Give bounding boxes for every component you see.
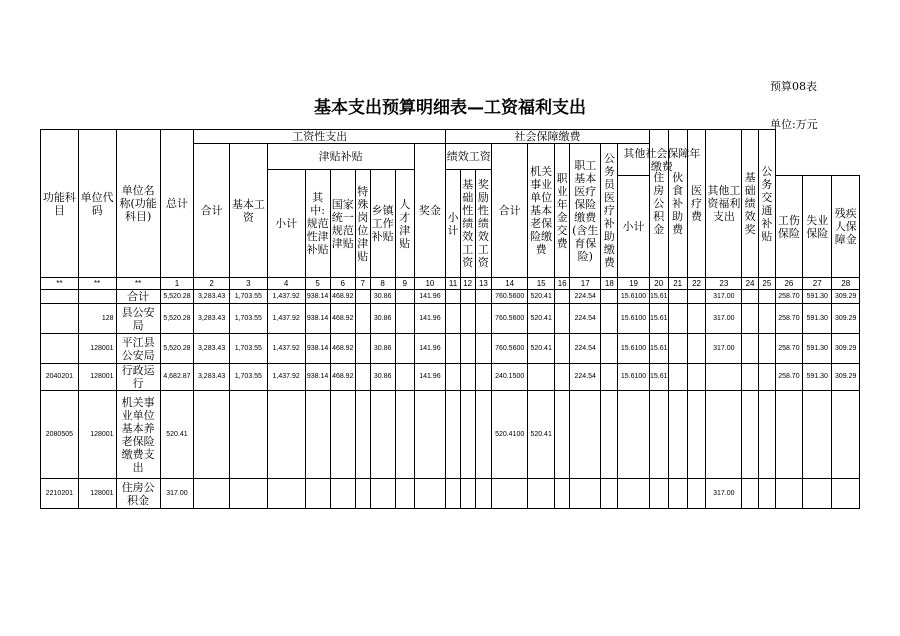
table-row	[41, 290, 860, 304]
value-cell: 309.29	[832, 364, 860, 391]
value-cell: 15.6100	[618, 364, 650, 391]
header-other-social: 其他社会保障年缴费	[618, 144, 706, 176]
header-total: 总计	[160, 130, 194, 278]
value-cell: 224.54	[569, 364, 600, 391]
unit-code-cell: 128001	[78, 334, 116, 364]
value-cell	[706, 364, 742, 391]
value-cell	[687, 479, 706, 509]
value-cell	[569, 479, 600, 509]
value-cell: 1,437.92	[267, 304, 305, 334]
value-cell: 5,520.28	[160, 290, 194, 304]
header-perf: 绩效工资	[446, 144, 492, 170]
index-cell: 16	[555, 278, 570, 290]
value-cell: 468.92	[330, 304, 355, 334]
value-cell	[758, 290, 775, 304]
value-cell: 15.61	[649, 334, 668, 364]
value-cell: 520.41	[528, 304, 555, 334]
value-cell: 1,437.92	[267, 364, 305, 391]
value-cell: 240.1500	[492, 364, 528, 391]
table-row	[41, 304, 860, 334]
value-cell	[460, 364, 475, 391]
value-cell	[446, 479, 461, 509]
index-cell: **	[78, 278, 116, 290]
value-cell	[687, 334, 706, 364]
value-cell	[687, 304, 706, 334]
value-cell	[555, 304, 570, 334]
index-cell: 17	[569, 278, 600, 290]
header-allow-unified: 国家统一规范津贴	[330, 170, 355, 278]
value-cell	[395, 290, 414, 304]
index-cell: **	[41, 278, 79, 290]
value-cell	[742, 334, 759, 364]
value-cell	[395, 364, 414, 391]
index-cell: 12	[460, 278, 475, 290]
index-cell: 28	[832, 278, 860, 290]
value-cell	[555, 290, 570, 304]
unit-code-cell: 128001	[78, 364, 116, 391]
value-cell: 591.30	[803, 334, 832, 364]
header-other-welfare: 其他工资福利支出	[706, 130, 742, 278]
header-allowance: 津贴补贴	[267, 144, 414, 170]
value-cell: 30.86	[370, 334, 395, 364]
value-cell	[649, 479, 668, 509]
header-meal: 伙食补助费	[668, 130, 687, 278]
table-row	[41, 364, 860, 391]
index-cell: 24	[742, 278, 759, 290]
value-cell: 141.96	[414, 290, 446, 304]
header-annuity: 职业年金交费	[555, 144, 570, 278]
value-cell: 30.86	[370, 290, 395, 304]
value-cell	[758, 334, 775, 364]
value-cell: 4,682.87	[160, 364, 194, 391]
index-cell: 7	[355, 278, 370, 290]
value-cell: 760.5600	[492, 290, 528, 304]
value-cell	[475, 304, 492, 334]
header-housing: 住房公积金	[649, 130, 668, 278]
value-cell	[446, 391, 461, 479]
value-cell: 468.92	[330, 364, 355, 391]
index-cell: 18	[601, 278, 618, 290]
header-unit-code: 单位代码	[78, 130, 116, 278]
value-cell: 309.29	[832, 304, 860, 334]
value-cell	[355, 334, 370, 364]
value-cell	[687, 391, 706, 479]
value-cell	[775, 391, 802, 479]
index-cell: 26	[775, 278, 802, 290]
index-cell: 14	[492, 278, 528, 290]
table-row	[41, 334, 860, 364]
index-cell: 23	[706, 278, 742, 290]
index-cell: 22	[687, 278, 706, 290]
index-cell: 15	[528, 278, 555, 290]
value-cell: 520.41	[528, 290, 555, 304]
value-cell	[832, 391, 860, 479]
value-cell: 317.00	[706, 304, 742, 334]
value-cell	[668, 479, 687, 509]
header-func: 功能科目	[41, 130, 79, 278]
value-cell	[475, 479, 492, 509]
value-cell	[803, 391, 832, 479]
value-cell	[460, 290, 475, 304]
value-cell: 15.6100	[618, 290, 650, 304]
header-base-perf: 基础绩效奖	[742, 130, 759, 278]
value-cell: 3,283.43	[194, 364, 230, 391]
value-cell	[355, 290, 370, 304]
value-cell	[742, 290, 759, 304]
index-cell: 20	[649, 278, 668, 290]
value-cell: 468.92	[330, 290, 355, 304]
index-cell: 11	[446, 278, 461, 290]
header-transport: 公务交通补贴	[758, 130, 775, 278]
value-cell	[492, 479, 528, 509]
value-cell	[370, 479, 395, 509]
value-cell	[395, 479, 414, 509]
value-cell	[395, 304, 414, 334]
index-cell: 1	[160, 278, 194, 290]
value-cell: 1,703.55	[229, 364, 267, 391]
index-cell: 2	[194, 278, 230, 290]
value-cell	[229, 391, 267, 479]
value-cell: 1,437.92	[267, 334, 305, 364]
header-social-total: 合计	[492, 144, 528, 278]
value-cell: 224.54	[569, 334, 600, 364]
value-cell	[687, 364, 706, 391]
index-cell: 25	[758, 278, 775, 290]
header-perf-basic: 基础性绩效工资	[460, 170, 475, 278]
unit-name-cell: 合计	[116, 290, 160, 304]
header-social: 社会保障缴费	[446, 130, 650, 144]
value-cell	[460, 334, 475, 364]
value-cell: 938.14	[305, 304, 330, 334]
value-cell	[742, 364, 759, 391]
header-medfee: 医疗费	[687, 130, 706, 278]
header-injury: 工伤保险	[775, 176, 802, 278]
value-cell	[555, 334, 570, 364]
unit-name-cell: 行政运行	[116, 364, 160, 391]
value-cell	[267, 479, 305, 509]
func-code-cell: 2080505	[41, 391, 79, 479]
index-cell: 21	[668, 278, 687, 290]
func-code-cell: 2210201	[41, 479, 79, 509]
header-perf-sub: 小计	[446, 170, 461, 278]
header-wage-total: 合计	[194, 144, 230, 278]
header-unemploy: 失业保险	[803, 176, 832, 278]
header-other-sub: 小计	[618, 176, 650, 278]
value-cell: 1,437.92	[267, 290, 305, 304]
value-cell	[355, 304, 370, 334]
header-basic-wage: 基本工资	[229, 144, 267, 278]
value-cell: 15.6100	[618, 304, 650, 334]
value-cell: 591.30	[803, 290, 832, 304]
value-cell	[528, 364, 555, 391]
value-cell: 1,703.55	[229, 334, 267, 364]
header-bonus: 奖金	[414, 144, 446, 278]
value-cell: 520.41	[160, 391, 194, 479]
value-cell: 760.5600	[492, 334, 528, 364]
value-cell	[355, 479, 370, 509]
value-cell: 141.96	[414, 304, 446, 334]
index-cell: 3	[229, 278, 267, 290]
value-cell: 3,283.43	[194, 290, 230, 304]
value-cell	[601, 290, 618, 304]
value-cell	[194, 391, 230, 479]
value-cell: 15.61	[649, 290, 668, 304]
unit-label: 单位:万元	[770, 118, 818, 131]
budget-table	[40, 129, 860, 509]
value-cell: 1,703.55	[229, 304, 267, 334]
value-cell: 141.96	[414, 364, 446, 391]
header-allow-sub: 小计	[267, 170, 305, 278]
value-cell	[555, 479, 570, 509]
header-pension: 机关事业单位基本老保险缴费	[528, 144, 555, 278]
index-cell: 10	[414, 278, 446, 290]
value-cell	[758, 391, 775, 479]
header-disabled: 残疾人保障金	[832, 176, 860, 278]
value-cell: 317.00	[160, 479, 194, 509]
value-cell: 317.00	[706, 290, 742, 304]
value-cell	[758, 479, 775, 509]
index-cell: 8	[370, 278, 395, 290]
func-code-cell: 2040201	[41, 364, 79, 391]
page-title: 基本支出预算明细表—工资福利支出	[314, 98, 586, 118]
unit-name-cell: 县公安局	[116, 304, 160, 334]
value-cell: 520.4100	[492, 391, 528, 479]
value-cell: 224.54	[569, 290, 600, 304]
unit-code-cell: 128001	[78, 479, 116, 509]
value-cell	[460, 479, 475, 509]
func-code-cell	[41, 304, 79, 334]
value-cell	[475, 364, 492, 391]
value-cell: 309.29	[832, 334, 860, 364]
value-cell: 520.41	[528, 391, 555, 479]
value-cell: 30.86	[370, 304, 395, 334]
value-cell	[601, 304, 618, 334]
header-allow-special: 特殊岗位津贴	[355, 170, 370, 278]
header-unit-name: 单位名称(功能科目)	[116, 130, 160, 278]
value-cell: 141.96	[414, 334, 446, 364]
value-cell	[446, 290, 461, 304]
value-cell: 258.70	[775, 364, 802, 391]
index-cell: 19	[618, 278, 650, 290]
value-cell	[446, 364, 461, 391]
value-cell	[706, 391, 742, 479]
value-cell	[742, 391, 759, 479]
value-cell: 258.70	[775, 334, 802, 364]
value-cell: 317.00	[706, 479, 742, 509]
value-cell	[194, 479, 230, 509]
value-cell: 591.30	[803, 364, 832, 391]
form-number: 预算08表	[770, 80, 817, 93]
value-cell: 15.61	[649, 364, 668, 391]
value-cell	[687, 290, 706, 304]
value-cell: 760.5600	[492, 304, 528, 334]
value-cell	[601, 391, 618, 479]
value-cell	[395, 334, 414, 364]
value-cell	[668, 391, 687, 479]
value-cell	[395, 391, 414, 479]
unit-name-cell: 平江县公安局	[116, 334, 160, 364]
value-cell	[649, 391, 668, 479]
value-cell: 938.14	[305, 364, 330, 391]
value-cell: 520.41	[528, 334, 555, 364]
func-code-cell	[41, 290, 79, 304]
value-cell: 938.14	[305, 334, 330, 364]
value-cell: 224.54	[569, 304, 600, 334]
value-cell	[668, 334, 687, 364]
value-cell: 938.14	[305, 290, 330, 304]
header-wage: 工资性支出	[194, 130, 446, 144]
header-allow-talent: 人才津贴	[395, 170, 414, 278]
value-cell	[569, 391, 600, 479]
unit-code-cell: 128	[78, 304, 116, 334]
value-cell	[742, 479, 759, 509]
value-cell: 258.70	[775, 290, 802, 304]
value-cell	[758, 364, 775, 391]
value-cell	[446, 304, 461, 334]
value-cell	[330, 391, 355, 479]
value-cell	[742, 304, 759, 334]
value-cell	[460, 391, 475, 479]
value-cell	[460, 304, 475, 334]
index-row	[41, 278, 860, 290]
value-cell	[475, 391, 492, 479]
value-cell	[330, 479, 355, 509]
header-allow-std: 其中:规范性津补贴	[305, 170, 330, 278]
value-cell	[555, 364, 570, 391]
table-row	[41, 479, 860, 509]
value-cell	[414, 391, 446, 479]
value-cell	[446, 334, 461, 364]
value-cell	[668, 304, 687, 334]
value-cell: 1,703.55	[229, 290, 267, 304]
func-code-cell	[41, 334, 79, 364]
index-cell: 6	[330, 278, 355, 290]
value-cell	[832, 479, 860, 509]
index-cell: 9	[395, 278, 414, 290]
value-cell: 317.00	[706, 334, 742, 364]
value-cell	[601, 334, 618, 364]
value-cell: 15.61	[649, 304, 668, 334]
unit-name-cell: 住房公积金	[116, 479, 160, 509]
value-cell: 5,520.28	[160, 304, 194, 334]
value-cell: 309.29	[832, 290, 860, 304]
value-cell	[370, 391, 395, 479]
value-cell	[355, 364, 370, 391]
value-cell	[775, 479, 802, 509]
value-cell	[668, 364, 687, 391]
value-cell: 5,520.28	[160, 334, 194, 364]
value-cell	[803, 479, 832, 509]
header-perf-reward: 奖励性绩效工资	[475, 170, 492, 278]
header-medical: 职工基本医疗保险缴费(含生育保险)	[569, 144, 600, 278]
value-cell: 258.70	[775, 304, 802, 334]
value-cell	[555, 391, 570, 479]
index-cell: 5	[305, 278, 330, 290]
value-cell	[528, 479, 555, 509]
header-allow-town: 乡镇工作补贴	[370, 170, 395, 278]
value-cell	[475, 334, 492, 364]
header-civil-med: 公务员医疗补助缴费	[601, 144, 618, 278]
value-cell	[618, 391, 650, 479]
unit-name-cell: 机关事业单位基本养老保险缴费支出	[116, 391, 160, 479]
value-cell: 591.30	[803, 304, 832, 334]
value-cell: 468.92	[330, 334, 355, 364]
value-cell: 30.86	[370, 364, 395, 391]
value-cell	[305, 479, 330, 509]
value-cell	[267, 391, 305, 479]
unit-code-cell: 128001	[78, 391, 116, 479]
index-cell: 4	[267, 278, 305, 290]
value-cell	[305, 391, 330, 479]
index-cell: **	[116, 278, 160, 290]
value-cell	[758, 304, 775, 334]
value-cell: 3,283.43	[194, 304, 230, 334]
value-cell	[355, 391, 370, 479]
index-cell: 13	[475, 278, 492, 290]
value-cell	[475, 290, 492, 304]
value-cell: 15.6100	[618, 334, 650, 364]
value-cell	[414, 479, 446, 509]
index-cell: 27	[803, 278, 832, 290]
value-cell	[601, 364, 618, 391]
value-cell	[668, 290, 687, 304]
value-cell	[229, 479, 267, 509]
unit-code-cell	[78, 290, 116, 304]
table-row	[41, 391, 860, 479]
value-cell: 3,283.43	[194, 334, 230, 364]
value-cell	[618, 479, 650, 509]
value-cell	[601, 479, 618, 509]
